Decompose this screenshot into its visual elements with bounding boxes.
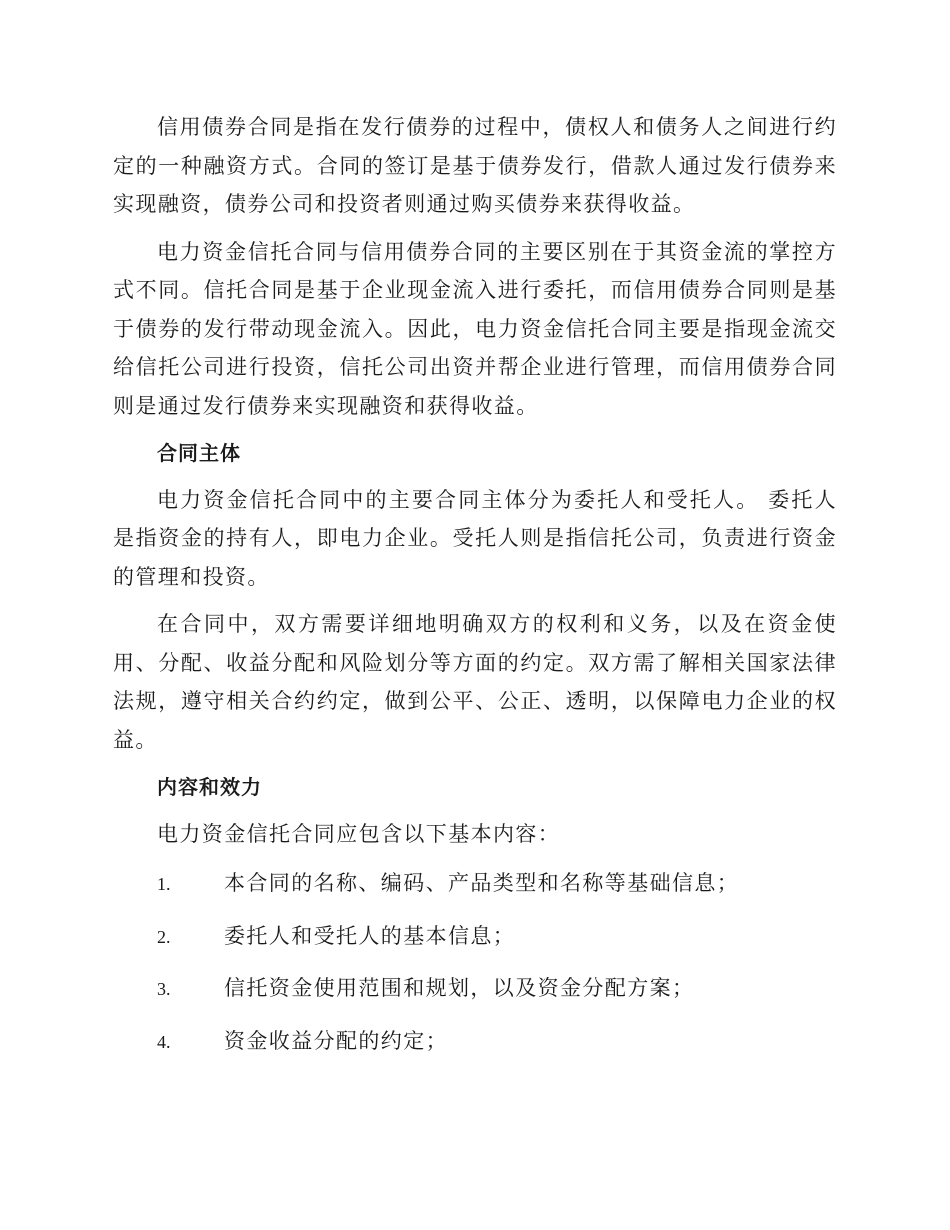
list-item-number: 4.	[157, 1031, 171, 1052]
list-item-number: 1.	[157, 874, 171, 894]
content-list	[113, 864, 837, 1061]
list-item-text: 信托资金使用范围和规划，以及资金分配方案；	[224, 976, 695, 1000]
heading-contract-subjects: 合同主体	[157, 441, 241, 465]
paragraph-credit-bond-definition: 信用债券合同是指在发行债券的过程中，债权人和债务人之间进行约定的一种融资方式。合同的签订是基于债券发行，借款人通过发行债券来实现融资，债券公司和投资者则通过购买债券来获得收益。	[113, 115, 837, 216]
list-item	[113, 864, 837, 904]
list-item-number: 2.	[157, 926, 171, 947]
list-item	[113, 1022, 837, 1062]
list-item-number: 3.	[157, 979, 171, 999]
heading-content-and-validity: 内容和效力	[157, 775, 262, 799]
content-intro: 电力资金信托合同应包含以下基本内容：	[157, 821, 561, 846]
list-item-text: 本合同的名称、编码、产品类型和名称等基础信息；	[224, 871, 740, 895]
list-item	[113, 969, 837, 1009]
document-body	[113, 108, 837, 1074]
paragraph-subjects-obligations: 在合同中，双方需要详细地明确双方的权利和义务，以及在资金使用、分配、收益分配和风险划分等方面的约定。双方需了解相关国家法律法规，遵守相关合约约定，做到公平、公正、透明，以保障电力企业的权益。	[113, 612, 837, 752]
list-item-text: 资金收益分配的约定；	[224, 1028, 448, 1053]
paragraph-trust-vs-bond: 电力资金信托合同与信用债券合同的主要区别在于其资金流的掌控方式不同。信托合同是基于企业现金流入进行委托，而信用债券合同则是基于债券的发行带动现金流入。因此，电力资金信托合同主要是指现金流交给信托公司进行投资，信托公司出资并帮企业进行管理，而信用债券合同则是通过发行债券来实现融资和获得收益。	[113, 239, 837, 418]
paragraph-subjects-parties: 电力资金信托合同中的主要合同主体分为委托人和受托人。 委托人是指资金的持有人，即电力企业。受托人则是指信托公司，负责进行资金的管理和投资。	[113, 487, 837, 589]
list-item-text: 委托人和受托人的基本信息；	[224, 923, 516, 948]
list-item	[113, 917, 837, 957]
